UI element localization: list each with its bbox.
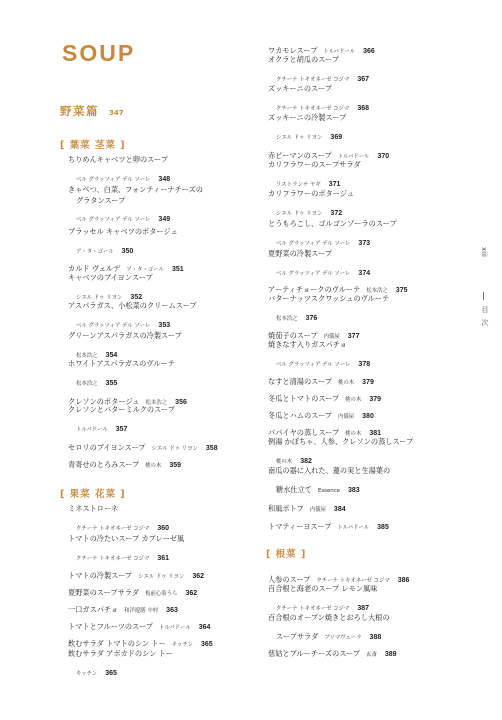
entry-title: 例湯 かぼちゃ、人参、クレソンの蒸しスープ (268, 437, 414, 446)
entry-credit: トルバドール (76, 426, 108, 433)
entry-title: 夏野菜のスープサラダ (68, 588, 140, 597)
toc-entry[interactable] (68, 301, 268, 331)
entry-title: 焼茄子のスープ (268, 331, 318, 340)
entry-credit: ベル グラッツィア デル ソーレ (276, 361, 351, 368)
toc-entry[interactable] (268, 249, 468, 279)
entry-title-cont: 糖水仕立て (276, 484, 312, 494)
entry-title: オクラと胡瓜のスープ (268, 55, 340, 64)
side-label: 目次 (481, 306, 489, 332)
entry-page: 353 (158, 321, 171, 329)
entry-page: 357 (115, 425, 128, 433)
entry-page: 381 (369, 430, 382, 437)
entry-page: 376 (305, 314, 318, 322)
entry-page: 383 (348, 486, 360, 494)
entry-credit: 内儀屋 (323, 334, 340, 340)
entry-title: トマトの冷たいスープ カプレーゼ風 (68, 534, 185, 543)
entry-page: 362 (192, 573, 205, 580)
entry-page: 365 (200, 641, 213, 648)
entry-credit: ベル グラッツィア デル ソーレ (276, 270, 351, 277)
entry-page: 379 (369, 396, 382, 403)
entry-page: 349 (158, 216, 171, 223)
entry-page: 360 (157, 524, 170, 532)
entry-credit: 桃の木 (345, 397, 362, 403)
entry-page: 370 (377, 153, 390, 160)
entry-credit: リストランテ ヤギ (276, 181, 321, 188)
entry-title: パパイヤの蒸しスープ (268, 428, 340, 437)
entry-page: 380 (362, 413, 374, 420)
entry-credit: 和洋遊膳 中村 (124, 608, 159, 614)
entry-page: 388 (369, 633, 382, 641)
entry-page: 352 (130, 293, 143, 301)
entry-credit: 桃の木 (276, 458, 293, 465)
entry-page: 361 (157, 554, 170, 562)
entry-title: ズッキーニの冷製スープ (268, 113, 347, 122)
entry-credit: トルバドール (158, 625, 191, 631)
entry-credit: クチーナ トキオネーゼ コジマ (316, 578, 390, 584)
entry-credit: 桃の木 (337, 380, 355, 386)
toc-entry[interactable] (268, 641, 468, 660)
entry-title: バターナッツスクワッシュのヴルーテ (268, 294, 390, 303)
entry-page: 356 (175, 399, 187, 406)
entry-page: 387 (357, 604, 370, 612)
entry-page: 382 (300, 457, 312, 465)
entry-page: 355 (105, 379, 118, 387)
toc-entry[interactable] (268, 437, 468, 467)
entry-credit: 松本浩之 (76, 380, 98, 387)
entry-page: 348 (158, 175, 171, 183)
entry-title: カリフラワーのスープサラダ (268, 160, 361, 169)
entry-title: クレソンとバターミルクのスープ (68, 405, 175, 414)
entry-title: 焼きなす入りガスパチョ (268, 340, 347, 349)
toc-entry[interactable] (68, 631, 268, 650)
category-label: 野菜篇 (60, 104, 99, 118)
entry-title: 飲むサラダ アボカドのシン トー (68, 649, 173, 658)
entry-page: 354 (105, 351, 118, 359)
entry-credit: シエル ドゥ リヨン (276, 134, 323, 141)
entry-page: 385 (377, 524, 389, 531)
entry-title: ミネストローネ (68, 504, 118, 513)
entry-credit: 板前心菊うら (145, 591, 178, 597)
entry-title: ワカモレスープ (268, 46, 318, 55)
entry-page: 368 (357, 104, 370, 112)
toc-entry[interactable] (268, 496, 468, 515)
toc-entry[interactable] (268, 514, 468, 533)
entry-credit: 内儀屋 (309, 507, 326, 513)
entry-credit: ベル グラッツィア デル ソーレ (76, 217, 151, 223)
section-heading-fruit: [ 果菜 花菜 ] (60, 489, 126, 500)
toc-entry[interactable] (268, 113, 468, 143)
entry-credit: トルバドール (337, 525, 370, 531)
entry-page: 386 (397, 577, 410, 584)
section-heading-root: [ 根菜 ] (266, 549, 307, 560)
entry-title: 百合根と海老のスープ レモン風味 (268, 584, 378, 593)
entry-page: 350 (121, 247, 134, 255)
entry-credit: シエル ドゥ リヨン (76, 294, 123, 301)
entry-title: 慈姑とブルーチーズのスープ (268, 649, 361, 658)
entry-credit: クチーナ トキオネーゼ コジマ (76, 555, 150, 562)
entry-title: ホワイトアスパラガスのヴルーテ (68, 359, 175, 368)
entry-credit: ベル グラッツィア デル ソーレ (76, 322, 151, 329)
entry-credit: ブリマヴューラ (324, 634, 362, 641)
entry-page: 377 (347, 333, 360, 340)
toc-entry[interactable] (268, 84, 468, 114)
entry-title-cont: グラタンスープ (76, 195, 126, 205)
entry-page: 351 (171, 266, 184, 273)
entry-credit: 松本浩之 (145, 400, 168, 406)
toc-entry[interactable] (68, 452, 268, 471)
entry-page: 372 (330, 209, 343, 217)
entry-title: トマトとフルーツのスープ (68, 622, 153, 631)
entry-title: 夏野菜の冷製スープ (268, 249, 332, 258)
entry-credit: クチーナ トキオネーゼ コジマ (76, 525, 150, 532)
entry-title: 百合根のオーブン焼きとおろし大根の (268, 613, 390, 622)
entry-title: 冬瓜とトマトのスープ (268, 394, 340, 403)
entry-credit: 桃の木 (145, 463, 162, 469)
entry-title: セロリのブイヨンスープ (68, 443, 146, 452)
entry-title: グリーンアスパラガスの冷製スープ (68, 331, 182, 340)
entry-title: キャベツのブイヨンスープ (68, 273, 153, 282)
entry-title: 青寄せのとろみスープ (68, 460, 140, 469)
entry-credit: ア・タ・ゴール (126, 267, 164, 273)
toc-entry[interactable] (268, 584, 468, 614)
entry-credit: 松本浩之 (76, 352, 98, 359)
entry-title: トマトの冷製スープ (68, 571, 132, 580)
category-heading (60, 103, 124, 119)
entry-page: 369 (330, 133, 343, 141)
toc-entry[interactable] (68, 227, 268, 257)
entry-page: 371 (328, 180, 341, 188)
entry-page: 384 (333, 506, 346, 513)
toc-entry[interactable] (268, 189, 468, 219)
entry-title: 赤ピーマンのスープ (268, 151, 332, 160)
toc-entry[interactable] (268, 613, 468, 643)
entry-credit: 玄斎 (366, 652, 377, 658)
entry-page: 364 (198, 624, 211, 631)
toc-entry[interactable] (268, 466, 468, 496)
page-title: SOUP (62, 40, 136, 66)
entry-credit: キッチン (76, 670, 98, 677)
side-divider (483, 292, 484, 300)
entry-credit: シエル ドゥ リヨン (137, 574, 185, 580)
entry-credit: キッチン (171, 642, 193, 648)
entry-credit: 松本浩之 (366, 288, 388, 294)
entry-credit: ア・タ・ゴール (76, 248, 114, 255)
entry-title: カリフラワーのポタージュ (268, 189, 354, 198)
category-page: 347 (109, 109, 124, 117)
entry-title: アーティチョークのヴルーテ (268, 285, 361, 294)
entry-title: 南瓜の器に入れた、蓮の実と生湯葉の (268, 466, 391, 475)
entry-credit: トルバドール (323, 49, 356, 55)
entry-title: 人参のスープ (268, 575, 311, 584)
toc-entry[interactable] (68, 405, 268, 435)
entry-title: ブラッセル キャベツのポタージュ (68, 227, 178, 236)
entry-title: 和風ポトフ (268, 504, 304, 513)
side-folio: xiii (480, 247, 488, 257)
toc-entry[interactable] (68, 504, 268, 534)
entry-credit: ベル グラッツィア デル ソーレ (76, 176, 151, 183)
entry-page: 358 (205, 445, 218, 452)
entry-page: 379 (362, 379, 374, 386)
entry-title: 一口ガスパチョ (68, 605, 119, 614)
entry-title: アスパラガス、小松菜のクリームスープ (68, 301, 197, 310)
entry-page: 374 (358, 269, 371, 277)
entry-title: カルド ヴェルデ (68, 264, 121, 273)
entry-title: きゃべつ、白菜、フォンティーナチーズの (68, 185, 203, 194)
entry-credit: 内儀屋 (337, 414, 355, 420)
entry-credit: 松本浩之 (276, 315, 298, 322)
entry-credit: クチーナ トキオネーゼ コジマ (276, 605, 350, 612)
entry-title: トマティーヨスープ (268, 522, 332, 531)
entry-credit: クチーナ トキオネーゼ コジマ (276, 76, 350, 83)
toc-entry[interactable] (268, 219, 468, 249)
entry-page: 373 (358, 239, 371, 247)
toc-entry[interactable] (68, 155, 268, 185)
entry-page: 363 (166, 607, 178, 614)
entry-title: なすと清湯のスープ (268, 377, 332, 386)
toc-entry[interactable] (268, 294, 468, 324)
entry-title: 飲むサラダ トマトのシン トー (68, 639, 166, 648)
entry-page: 365 (105, 669, 117, 677)
entry-page: 362 (185, 590, 198, 597)
toc-entry[interactable] (68, 534, 268, 564)
entry-page: 375 (395, 287, 408, 294)
toc-entry[interactable] (68, 359, 268, 389)
entry-title-cont: スープサラダ (276, 631, 319, 641)
entry-credit: トルバドール (337, 154, 370, 160)
entry-credit: ベル グラッツィア デル ソーレ (276, 240, 351, 247)
entry-title: 冬瓜とハムのスープ (268, 411, 332, 420)
entry-page: 366 (363, 48, 375, 55)
entry-credit: Essence (317, 487, 340, 494)
toc-entry[interactable] (268, 160, 468, 190)
entry-credit: 桃の木 (345, 431, 362, 437)
entry-credit: シエル ドゥ リヨン (151, 446, 198, 452)
entry-page: 367 (357, 75, 370, 83)
toc-entry[interactable] (68, 273, 268, 303)
toc-entry[interactable] (268, 340, 468, 370)
entry-credit: シエル ドゥ リヨン (276, 210, 323, 217)
toc-entry[interactable] (68, 331, 268, 361)
toc-entry[interactable] (68, 649, 268, 679)
entry-page: 359 (169, 462, 182, 469)
entry-page: 378 (358, 360, 371, 368)
toc-entry[interactable] (68, 185, 268, 225)
entry-title: クレソンのポタージュ (68, 397, 140, 406)
toc-entry[interactable] (268, 55, 468, 85)
entry-title: とうもろこし、ゴルゴンゾーラのスープ (268, 219, 397, 228)
entry-title: ちりめんキャベツと卵のスープ (68, 155, 168, 164)
entry-credit: クチーナ トキオネーゼ コジマ (276, 105, 350, 112)
entry-title: ズッキーニのスープ (268, 84, 332, 93)
section-heading-leaf: [ 葉菜 茎菜 ] (60, 140, 126, 151)
entry-page: 389 (384, 651, 397, 658)
